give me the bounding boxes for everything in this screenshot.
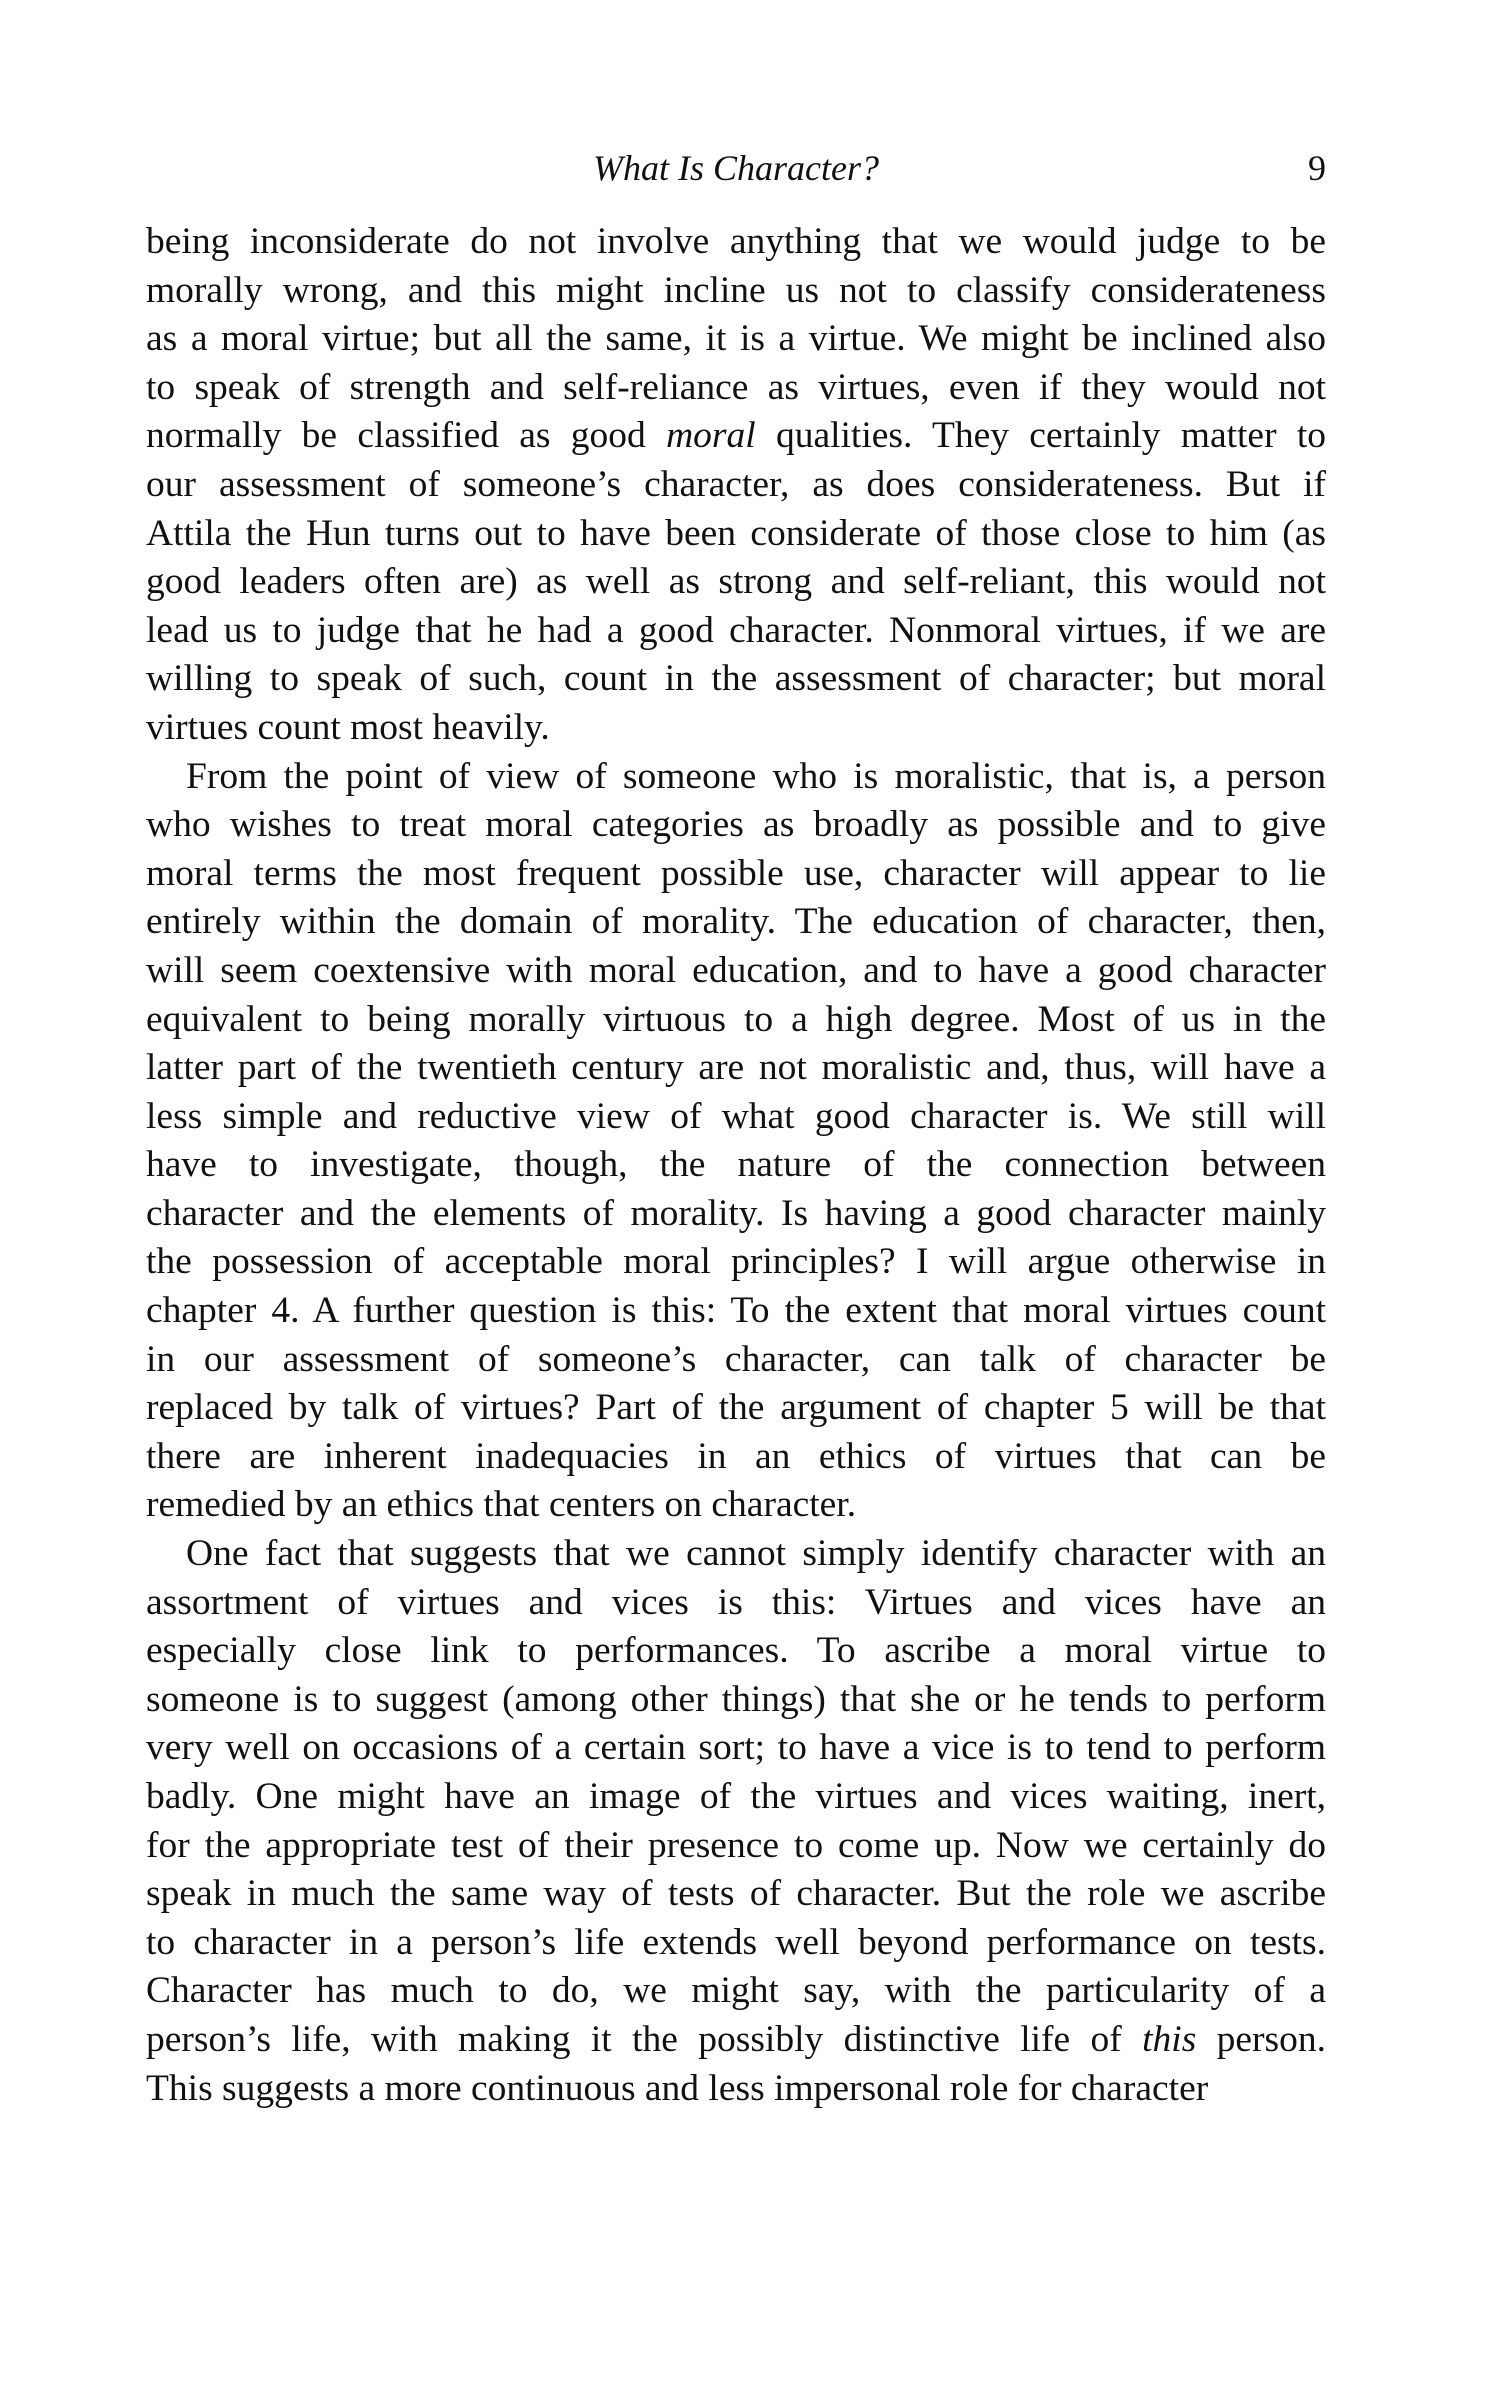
text-line: replaced by talk of virtues? Part of the argument of chapter 5 will be that <box>146 1387 1326 1429</box>
text-line: very well on occasions of a certain sort; to have a vice is to tend to perform <box>146 1727 1326 1769</box>
text-line: assortment of virtues and vices is this: Virtues and vices have an <box>146 1581 1326 1623</box>
text-line: have to investigate, though, the nature of the connection between <box>146 1144 1326 1186</box>
text-line: being inconsiderate do not involve anything that we would judge to be <box>146 221 1326 262</box>
text-line: the possession of acceptable moral principles? I will argue otherwise in <box>146 1241 1326 1283</box>
text-line: to speak of strength and self-reliance as virtues, even if they would not <box>146 366 1326 408</box>
text-line: someone is to suggest (among other things) that she or he tends to perform <box>146 1678 1326 1720</box>
running-head <box>146 140 1326 196</box>
text-line: This suggests a more continuous and less impersonal role for character <box>146 2067 1209 2109</box>
text-line: less simple and reductive view of what good character is. We still will <box>146 1095 1326 1137</box>
text-line: latter part of the twentieth century are not moralistic and, thus, will have a <box>146 1047 1326 1089</box>
text-line: Attila the Hun turns out to have been considerate of those close to him (as <box>146 512 1326 554</box>
text-line: remedied by an ethics that centers on character. <box>146 1484 857 1526</box>
text-line: especially close link to performances. To ascribe a moral virtue to <box>146 1630 1326 1672</box>
text-line: in our assessment of someone’s character, can talk of character be <box>146 1338 1326 1380</box>
emphasis: moral <box>666 415 756 457</box>
text-line: chapter 4. A further question is this: To the extent that moral virtues count <box>146 1290 1326 1332</box>
text-line: moral terms the most frequent possible use, character will appear to lie <box>146 852 1326 894</box>
text-line: who wishes to treat moral categories as broadly as possible and to give <box>146 804 1326 846</box>
text-line: normally be classified as good moral qualities. They certainly matter to <box>146 415 1327 457</box>
text-line: our assessment of someone’s character, as does considerateness. But if <box>146 463 1326 505</box>
text-line: will seem coextensive with moral education, and to have a good character <box>146 949 1326 991</box>
body-text <box>146 218 1326 2113</box>
text-line: to character in a person’s life extends well beyond performance on tests. <box>146 1921 1326 1963</box>
page-number: 9 <box>1308 148 1326 188</box>
text-line: virtues count most heavily. <box>146 706 550 748</box>
text-line: person’s life, with making it the possibly distinctive life of this person. <box>146 2018 1326 2060</box>
emphasis: this <box>1142 2018 1197 2060</box>
text-line: for the appropriate test of their presence to come up. Now we certainly do <box>146 1824 1326 1866</box>
running-title: What Is Character? <box>593 148 879 188</box>
text-line: From the point of view of someone who is moralistic, that is, a person <box>186 755 1326 797</box>
text-line: One fact that suggests that we cannot simply identify character with an <box>186 1533 1326 1575</box>
text-line: equivalent to being morally virtuous to a high degree. Most of us in the <box>146 998 1326 1040</box>
paragraph-3 <box>146 1530 1326 2113</box>
text-line: there are inherent inadequacies in an ethics of virtues that can be <box>146 1435 1326 1477</box>
text-line: speak in much the same way of tests of character. But the role we ascribe <box>146 1873 1326 1915</box>
text-line: badly. One might have an image of the virtues and vices waiting, inert, <box>146 1776 1326 1817</box>
text-line: as a moral virtue; but all the same, it is a virtue. We might be inclined also <box>146 318 1326 360</box>
text-line: character and the elements of morality. Is having a good character mainly <box>146 1192 1326 1234</box>
text-line: willing to speak of such, count in the assessment of character; but moral <box>146 658 1326 700</box>
text-line: Character has much to do, we might say, with the particularity of a <box>146 1970 1326 2012</box>
text-line: good leaders often are) as well as strong and self-reliant, this would not <box>146 561 1326 603</box>
text-line: lead us to judge that he had a good character. Nonmoral virtues, if we are <box>146 609 1326 651</box>
paragraph-1 <box>146 218 1326 753</box>
text-line: morally wrong, and this might incline us not to classify considerateness <box>146 269 1326 311</box>
paragraph-2 <box>146 753 1326 1531</box>
text-line: entirely within the domain of morality. The education of character, then, <box>146 901 1326 943</box>
